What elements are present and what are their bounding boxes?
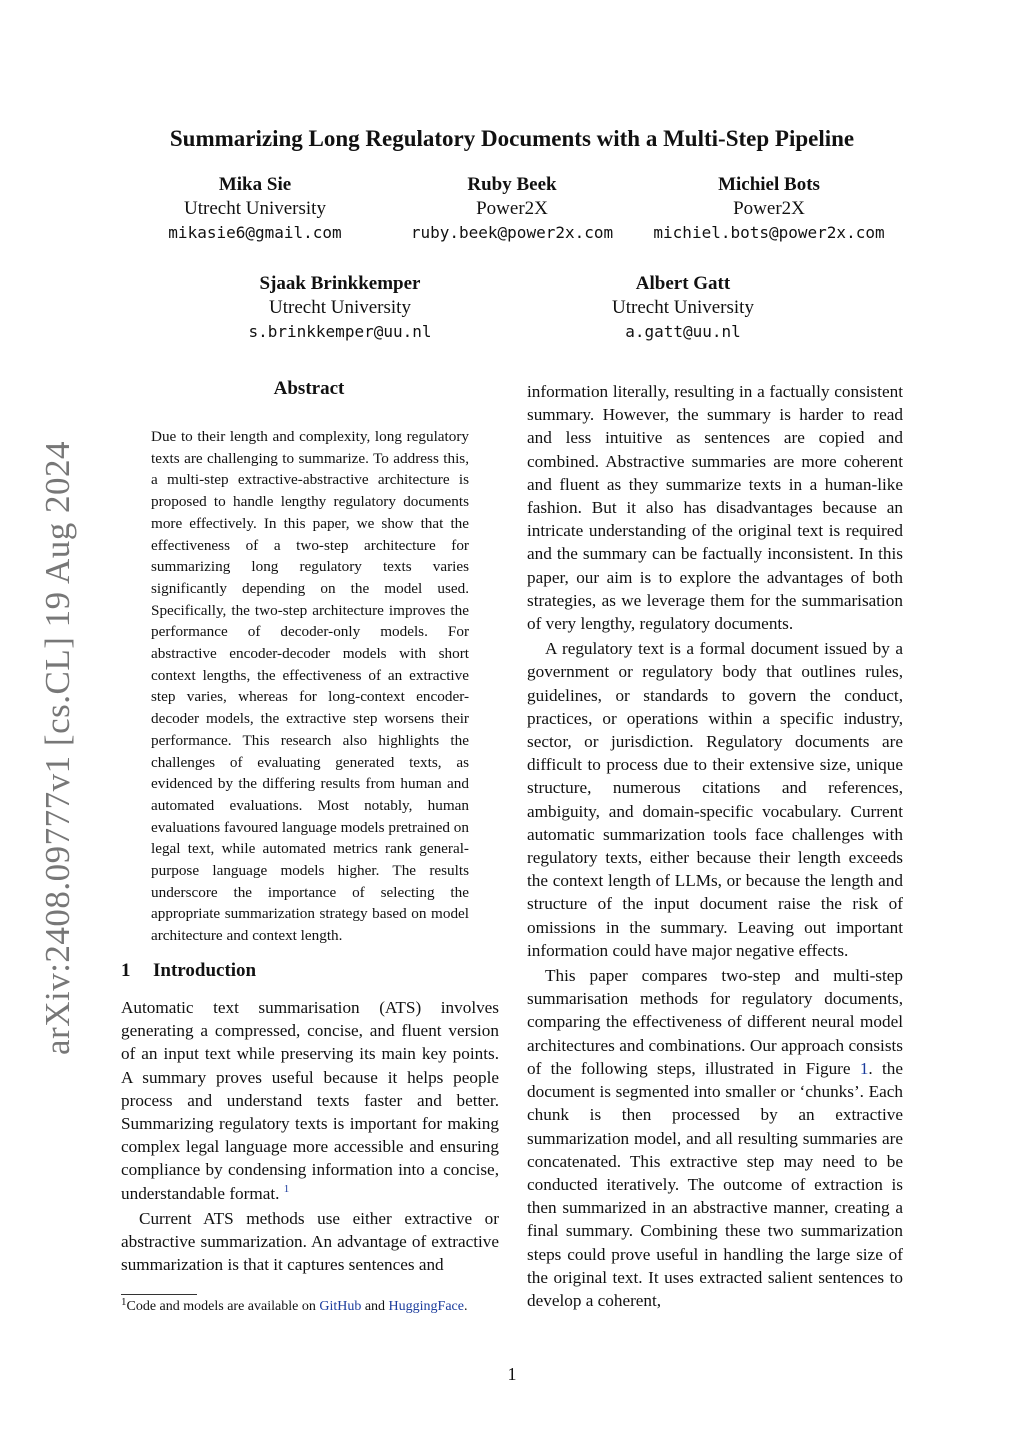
huggingface-link[interactable]: HuggingFace bbox=[388, 1299, 464, 1314]
footnote-marker[interactable]: 1 bbox=[283, 1182, 290, 1195]
author-affiliation: Utrecht University bbox=[269, 297, 411, 318]
footnote-divider bbox=[121, 1294, 197, 1295]
paragraph-text: This paper compares two-step and multi-step summarisation methods for regulatory documents, comparing the effectiveness of different neural model architectures and combinations. Our approach consists of the following steps, illustrated in Figure bbox=[527, 966, 903, 1078]
section-title: Introduction bbox=[153, 960, 257, 981]
author-block bbox=[392, 173, 632, 245]
author-name: Ruby Beek bbox=[467, 174, 557, 195]
author-name: Albert Gatt bbox=[635, 273, 731, 294]
author-block bbox=[155, 173, 355, 245]
author-name: Mika Sie bbox=[218, 174, 292, 195]
abstract-heading: Abstract bbox=[273, 378, 345, 399]
author-block bbox=[230, 272, 450, 344]
author-block bbox=[583, 272, 783, 344]
footnote bbox=[121, 1297, 499, 1316]
right-column-body bbox=[527, 380, 903, 1314]
github-link[interactable]: GitHub bbox=[319, 1299, 362, 1314]
author-affiliation: Power2X bbox=[476, 198, 548, 219]
author-name: Michiel Bots bbox=[718, 174, 820, 195]
footnote-number: 1 bbox=[121, 1296, 127, 1308]
paragraph: Current ATS methods use either extractive or abstractive summarization. An advantage of extractive summarization is that it captures sentences and bbox=[121, 1208, 499, 1275]
author-affiliation: Utrecht University bbox=[184, 198, 326, 219]
footnote-text: Code and models are available on bbox=[126, 1299, 320, 1314]
figure-reference-link[interactable]: 1 bbox=[859, 1058, 869, 1078]
paragraph-text: . the document is segmented into smaller or ‘chunks’. Each chunk is then processed by an extractive summarization model, and all resulting summaries are concatenated. This extractive step may need to be conducted iteratively. The outcome of extraction is then summarized in an abstractive manner, creating a final summary. Combining these two summarization steps could prove useful in handling the large size of the original text. It uses extracted salient sentences to develop a coherent, bbox=[527, 1058, 903, 1310]
author-email[interactable]: ruby.beek@power2x.com bbox=[410, 223, 614, 242]
arxiv-identifier: arXiv:2408.09777v1 [cs.CL] 19 Aug 2024 bbox=[38, 441, 77, 1055]
paragraph-text: Automatic text summarisation (ATS) involves generating a compressed, concise, and fluent version of an input text while preserving its main key points. A summary proves useful because it helps people process and understand texts faster and better. Summarizing regulatory texts is important for making complex legal language more accessible and ensuring compliance by condensing information into a concise, understandable format. bbox=[121, 998, 499, 1203]
author-name: Sjaak Brinkkemper bbox=[259, 273, 421, 294]
author-email[interactable]: michiel.bots@power2x.com bbox=[653, 223, 885, 242]
paragraph bbox=[121, 996, 499, 1205]
left-column-body bbox=[121, 996, 499, 1278]
author-affiliation: Power2X bbox=[733, 198, 805, 219]
section-number: 1 bbox=[121, 960, 131, 981]
author-block bbox=[639, 173, 899, 245]
abstract-text: Due to their length and complexity, long regulatory texts are challenging to summarize. To address this, a multi-step extractive-abstractive architecture is proposed to handle lengthy regulatory documents more effectively. In this paper, we show that the effectiveness of a two-step architecture for summarizing long regulatory texts varies significantly depending on the model used. Specifically, the two-step architecture improves the performance of decoder-only models. For abstractive encoder-decoder models with short context lengths, the effectiveness of an extractive step varies, whereas for long-context encoder-decoder models, the extractive step worsens their performance. This research also highlights the challenges of evaluating generated texts, as evidenced by the differing results from human and automated evaluations. Most notably, human evaluations favoured language models pretrained on legal text, while automated metrics rank general-purpose language models higher. The results underscore the importance of selecting the appropriate summarization strategy based on model architecture and context length. bbox=[151, 428, 469, 945]
footnote-text: and bbox=[361, 1299, 389, 1314]
paper-title: Summarizing Long Regulatory Documents with a Multi-Step Pipeline bbox=[169, 126, 855, 151]
footnote-text: . bbox=[463, 1299, 468, 1314]
author-email[interactable]: s.brinkkemper@uu.nl bbox=[248, 322, 432, 341]
author-email[interactable]: mikasie6@gmail.com bbox=[168, 223, 342, 242]
page-number: 1 bbox=[507, 1364, 517, 1384]
section-heading bbox=[121, 960, 256, 982]
author-affiliation: Utrecht University bbox=[612, 297, 754, 318]
paragraph: information literally, resulting in a factually consistent summary. However, the summary is harder to read and less intuitive as sentences are copied and combined. Abstractive summaries are more coherent and fluent as they summarize texts in a human-like fashion. But it also has disadvantages because an intricate understanding of the original text is required and the summary can be factually inconsistent. In this paper, our aim is to explore the advantages of both strategies, as we leverage them for the summarisation of very lengthy, regulatory documents. bbox=[527, 382, 903, 634]
paragraph: A regulatory text is a formal document issued by a government or regulatory body that outlines rules, guidelines, or standards to govern the conduct, practices, or operations within a specific industry, sector, or jurisdiction. Regulatory documents are difficult to process due to their extensive size, unique structure, numerous citations and references, ambiguity, and domain-specific vocabulary. Current automatic summarization tools face challenges with regulatory texts, either because their length exceeds the context length of LLMs, or because the length and structure of the input document raise the risk of omissions in the summary. Leaving out important information could have major negative effects. bbox=[527, 639, 903, 960]
paragraph bbox=[527, 964, 903, 1312]
author-email[interactable]: a.gatt@uu.nl bbox=[625, 322, 741, 341]
